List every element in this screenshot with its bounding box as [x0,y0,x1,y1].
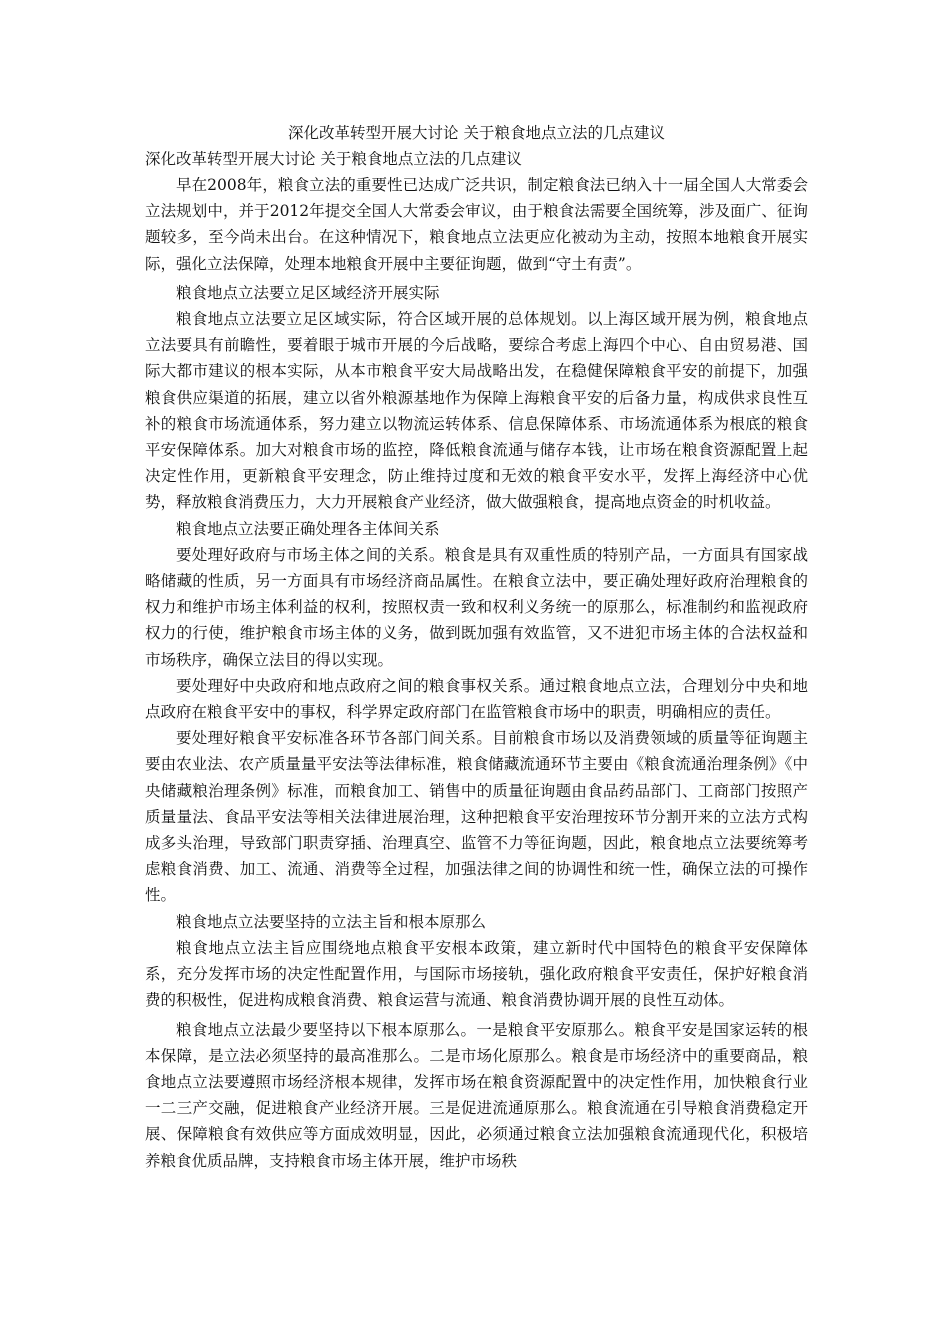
paragraph-government-market: 要处理好政府与市场主体之间的关系。粮食是具有双重性质的特别产品，一方面具有国家战略储藏的性质，另一方面具有市场经济商品属性。在粮食立法中，要正确处理好政府治理粮食的权力和维护市场主体利益的权利，按照权责一致和权利义务统一的原那么，标准制约和监视政府权力的行使，维护粮食市场主体的义务，做到既加强有效监管，又不进犯市场主体的合法权益和市场秩序，确保立法目的得以实现。 [145,545,808,669]
paragraph-central-local: 要处理好中央政府和地点政府之间的粮食事权关系。通过粮食地点立法，合理划分中央和地点政府在粮食平安中的事权，科学界定政府部门在监管粮食市场中的职责，明确相应的责任。 [145,676,808,722]
document-page [145,120,808,1174]
document-title: 深化改革转型开展大讨论 关于粮食地点立法的几点建议 [288,124,665,142]
paragraph-regional: 粮食地点立法要立足区域实际，符合区域开展的总体规划。以上海区域开展为例，粮食地点立法要具有前瞻性，要着眼于城市开展的今后战略，要综合考虑上海四个中心、自由贸易港、国际大都市建议的根本实际，从本市粮食平安大局战略出发，在稳健保障粮食平安的前提下，加强粮食供应渠道的拓展，建立以省外粮源基地作为保障上海粮食平安的后备力量，构成供求良性互补的粮食市场流通体系，努力建立以物流运转体系、信息保障体系、市场流通体系为根底的粮食平安保障体系。加大对粮食市场的监控，降低粮食流通与储存本钱，让市场在粮食资源配置上起决定性作用，更新粮食平安理念，防止维持过度和无效的粮食平安水平，发挥上海经济中心优势，释放粮食消费压力，大力开展粮食产业经济，做大做强粮食，提高地点资金的时机收益。 [145,310,808,512]
section-heading-principles: 粮食地点立法要坚持的立法主旨和根本原那么 [176,912,487,931]
section-heading-relations: 粮食地点立法要正确处理各主体间关系 [176,519,440,538]
document-subtitle: 深化改革转型开展大讨论 关于粮食地点立法的几点建议 [145,150,522,168]
paragraph-standards: 要处理好粮食平安标准各环节各部门间关系。目前粮食市场以及消费领域的质量等征询题主要由农业法、农产质量量平安法等法律标准，粮食储藏流通环节主要由《粮食流通治理条例》《中央储藏粮治理条例》标准，而粮食加工、销售中的质量征询题由食品药品部门、工商部门按照产质量量法、食品平安法等相关法律进展治理，这种把粮食平安治理按环节分割开来的立法方式构成多头治理，导致部门职责穿插、治理真空、监管不力等征询题，因此，粮食地点立法要统筹考虑粮食消费、加工、流通、消费等全过程，加强法律之间的协调性和统一性，确保立法的可操作性。 [145,729,808,905]
paragraph-purpose: 粮食地点立法主旨应围绕地点粮食平安根本政策，建立新时代中国特色的粮食平安保障体系，充分发挥市场的决定性配置作用，与国际市场接轨，强化政府粮食平安责任，保护好粮食消费的积极性，促进构成粮食消费、粮食运营与流通、粮食消费协调开展的良性互动体。 [145,938,808,1010]
paragraph-principles: 粮食地点立法最少要坚持以下根本原那么。一是粮食平安原那么。粮食平安是国家运转的根本保障，是立法必须坚持的最高准那么。二是市场化原那么。粮食是市场经济中的重要商品，粮食地点立法要遵照市场经济根本规律，发挥市场在粮食资源配置中的决定性作用，加快粮食行业一二三产交融，促进粮食产业经济开展。三是促进流通原那么。粮食流通在引导粮食消费稳定开展、保障粮食有效供应等方面成效明显，因此，必须通过粮食立法加强粮食流通现代化，积极培养粮食优质品牌，支持粮食市场主体开展，维护市场秩 [145,1020,808,1170]
section-heading-regional: 粮食地点立法要立足区域经济开展实际 [176,283,440,302]
paragraph-intro: 早在2008年，粮食立法的重要性已达成广泛共识，制定粮食法已纳入十一届全国人大常委会立法规划中，并于2012年提交全国人大常委会审议，由于粮食法需要全国统筹，涉及面广、征询题较多，至今尚未出台。在这种情况下，粮食地点立法更应化被动为主动，按照本地粮食开展实际，强化立法保障，处理本地粮食开展中主要征询题，做到“守土有责”。 [145,176,808,273]
